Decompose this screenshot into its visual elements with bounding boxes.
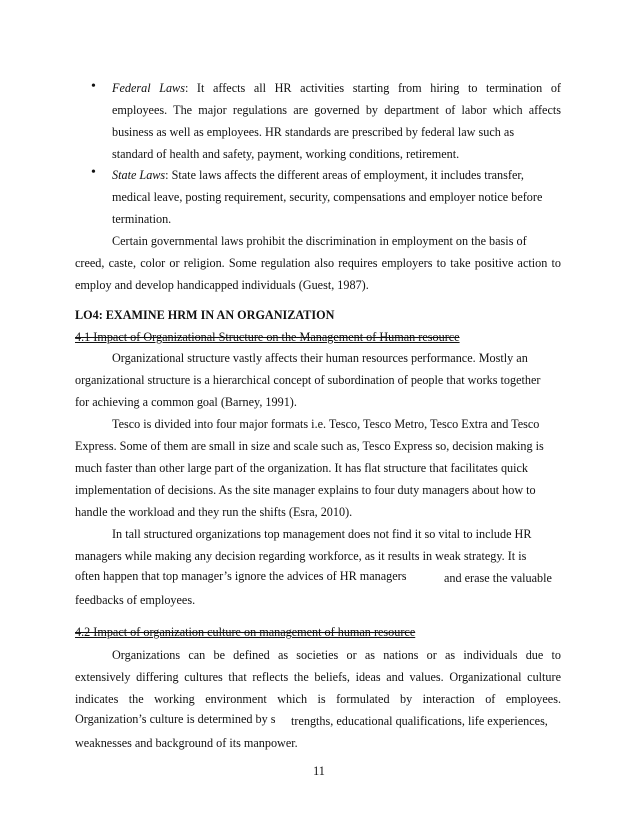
culture-paragraph-line-3: indicates the working environment which is formulated by interaction of employees. (75, 692, 561, 706)
laws-paragraph-line-1: Certain governmental laws prohibit the discrimination in employment on the basis of (112, 234, 527, 248)
tesco-paragraph-line-3: much faster than other large part of the organization. It has flat structure that facilitates quick (75, 461, 529, 475)
culture-paragraph-line-2: extensively differing cultures that reflects the beliefs, ideas and values. Organizational culture (75, 670, 561, 684)
laws-paragraph-line-3: employ and develop handicapped individuals (Guest, 1987). (75, 278, 369, 292)
structure-paragraph-line-1: Organizational structure vastly affects their human resources performance. Mostly an (112, 351, 528, 365)
culture-paragraph-line-1: Organizations can be defined as societies or as nations or as individuals due to (112, 648, 561, 662)
state-laws-term: State Laws (112, 168, 166, 182)
structure-paragraph-line-3: for achieving a common goal (Barney, 1991). (75, 395, 297, 409)
tesco-paragraph-line-4: implementation of decisions. As the site manager explains to four duty managers about how to (75, 483, 536, 497)
culture-paragraph-line-4b: trengths, educational qualifications, life experiences, (291, 714, 548, 728)
bullet-state-line-3: termination. (112, 212, 172, 226)
page-number: 11 (313, 764, 325, 778)
bullet-federal-line-1: Federal Laws: It affects all HR activities starting from hiring to termination of (112, 81, 561, 95)
subheading-4-2: 4.2 Impact of organization culture on management of human resource (75, 625, 416, 639)
subheading-4-1: 4.1 Impact of Organizational Structure on the Management of Human resource (75, 330, 460, 344)
bullet-state-line-1: State Laws: State laws affects the different areas of employment, it includes transfer, (112, 168, 524, 182)
culture-paragraph-line-5: weaknesses and background of its manpower. (75, 736, 298, 750)
tall-paragraph-line-2: managers while making any decision regarding workforce, as it results in weak strategy. It is (75, 549, 527, 563)
federal-laws-term: Federal Laws (112, 81, 185, 95)
tall-paragraph-line-4: feedbacks of employees. (75, 593, 196, 607)
bullet-dot: • (91, 79, 96, 94)
bullet-federal-line-4: standard of health and safety, payment, working conditions, retirement. (112, 147, 460, 161)
tesco-paragraph-line-2: Express. Some of them are small in size and scale such as, Tesco Express so, decision making is (75, 439, 544, 453)
bullet-dot: • (91, 165, 96, 180)
laws-paragraph-line-2: creed, caste, color or religion. Some regulation also requires employers to take positive action to (75, 256, 561, 270)
tall-paragraph-line-3a: often happen that top manager’s ignore the advices of HR managers (75, 569, 407, 583)
bullet-federal-line-2: employees. The major regulations are governed by department of labor which affects (112, 103, 561, 117)
tall-paragraph-line-3b: and erase the valuable (444, 571, 552, 585)
bullet-federal-line-3: business as well as employees. HR standards are prescribed by federal law such as (112, 125, 515, 139)
structure-paragraph-line-2: organizational structure is a hierarchical concept of subordination of people that works together (75, 373, 541, 387)
tesco-paragraph-line-5: handle the workload and they run the shifts (Esra, 2010). (75, 505, 353, 519)
section-heading-lo4: LO4: EXAMINE HRM IN AN ORGANIZATION (75, 308, 335, 322)
tesco-paragraph-line-1: Tesco is divided into four major formats i.e. Tesco, Tesco Metro, Tesco Extra and Tesco (112, 417, 540, 431)
bullet-state-line-2: medical leave, posting requirement, security, compensations and employer notice before (112, 190, 543, 204)
tall-paragraph-line-1: In tall structured organizations top management does not find it so vital to include HR (112, 527, 532, 541)
culture-paragraph-line-4a: Organization’s culture is determined by s (75, 712, 276, 726)
